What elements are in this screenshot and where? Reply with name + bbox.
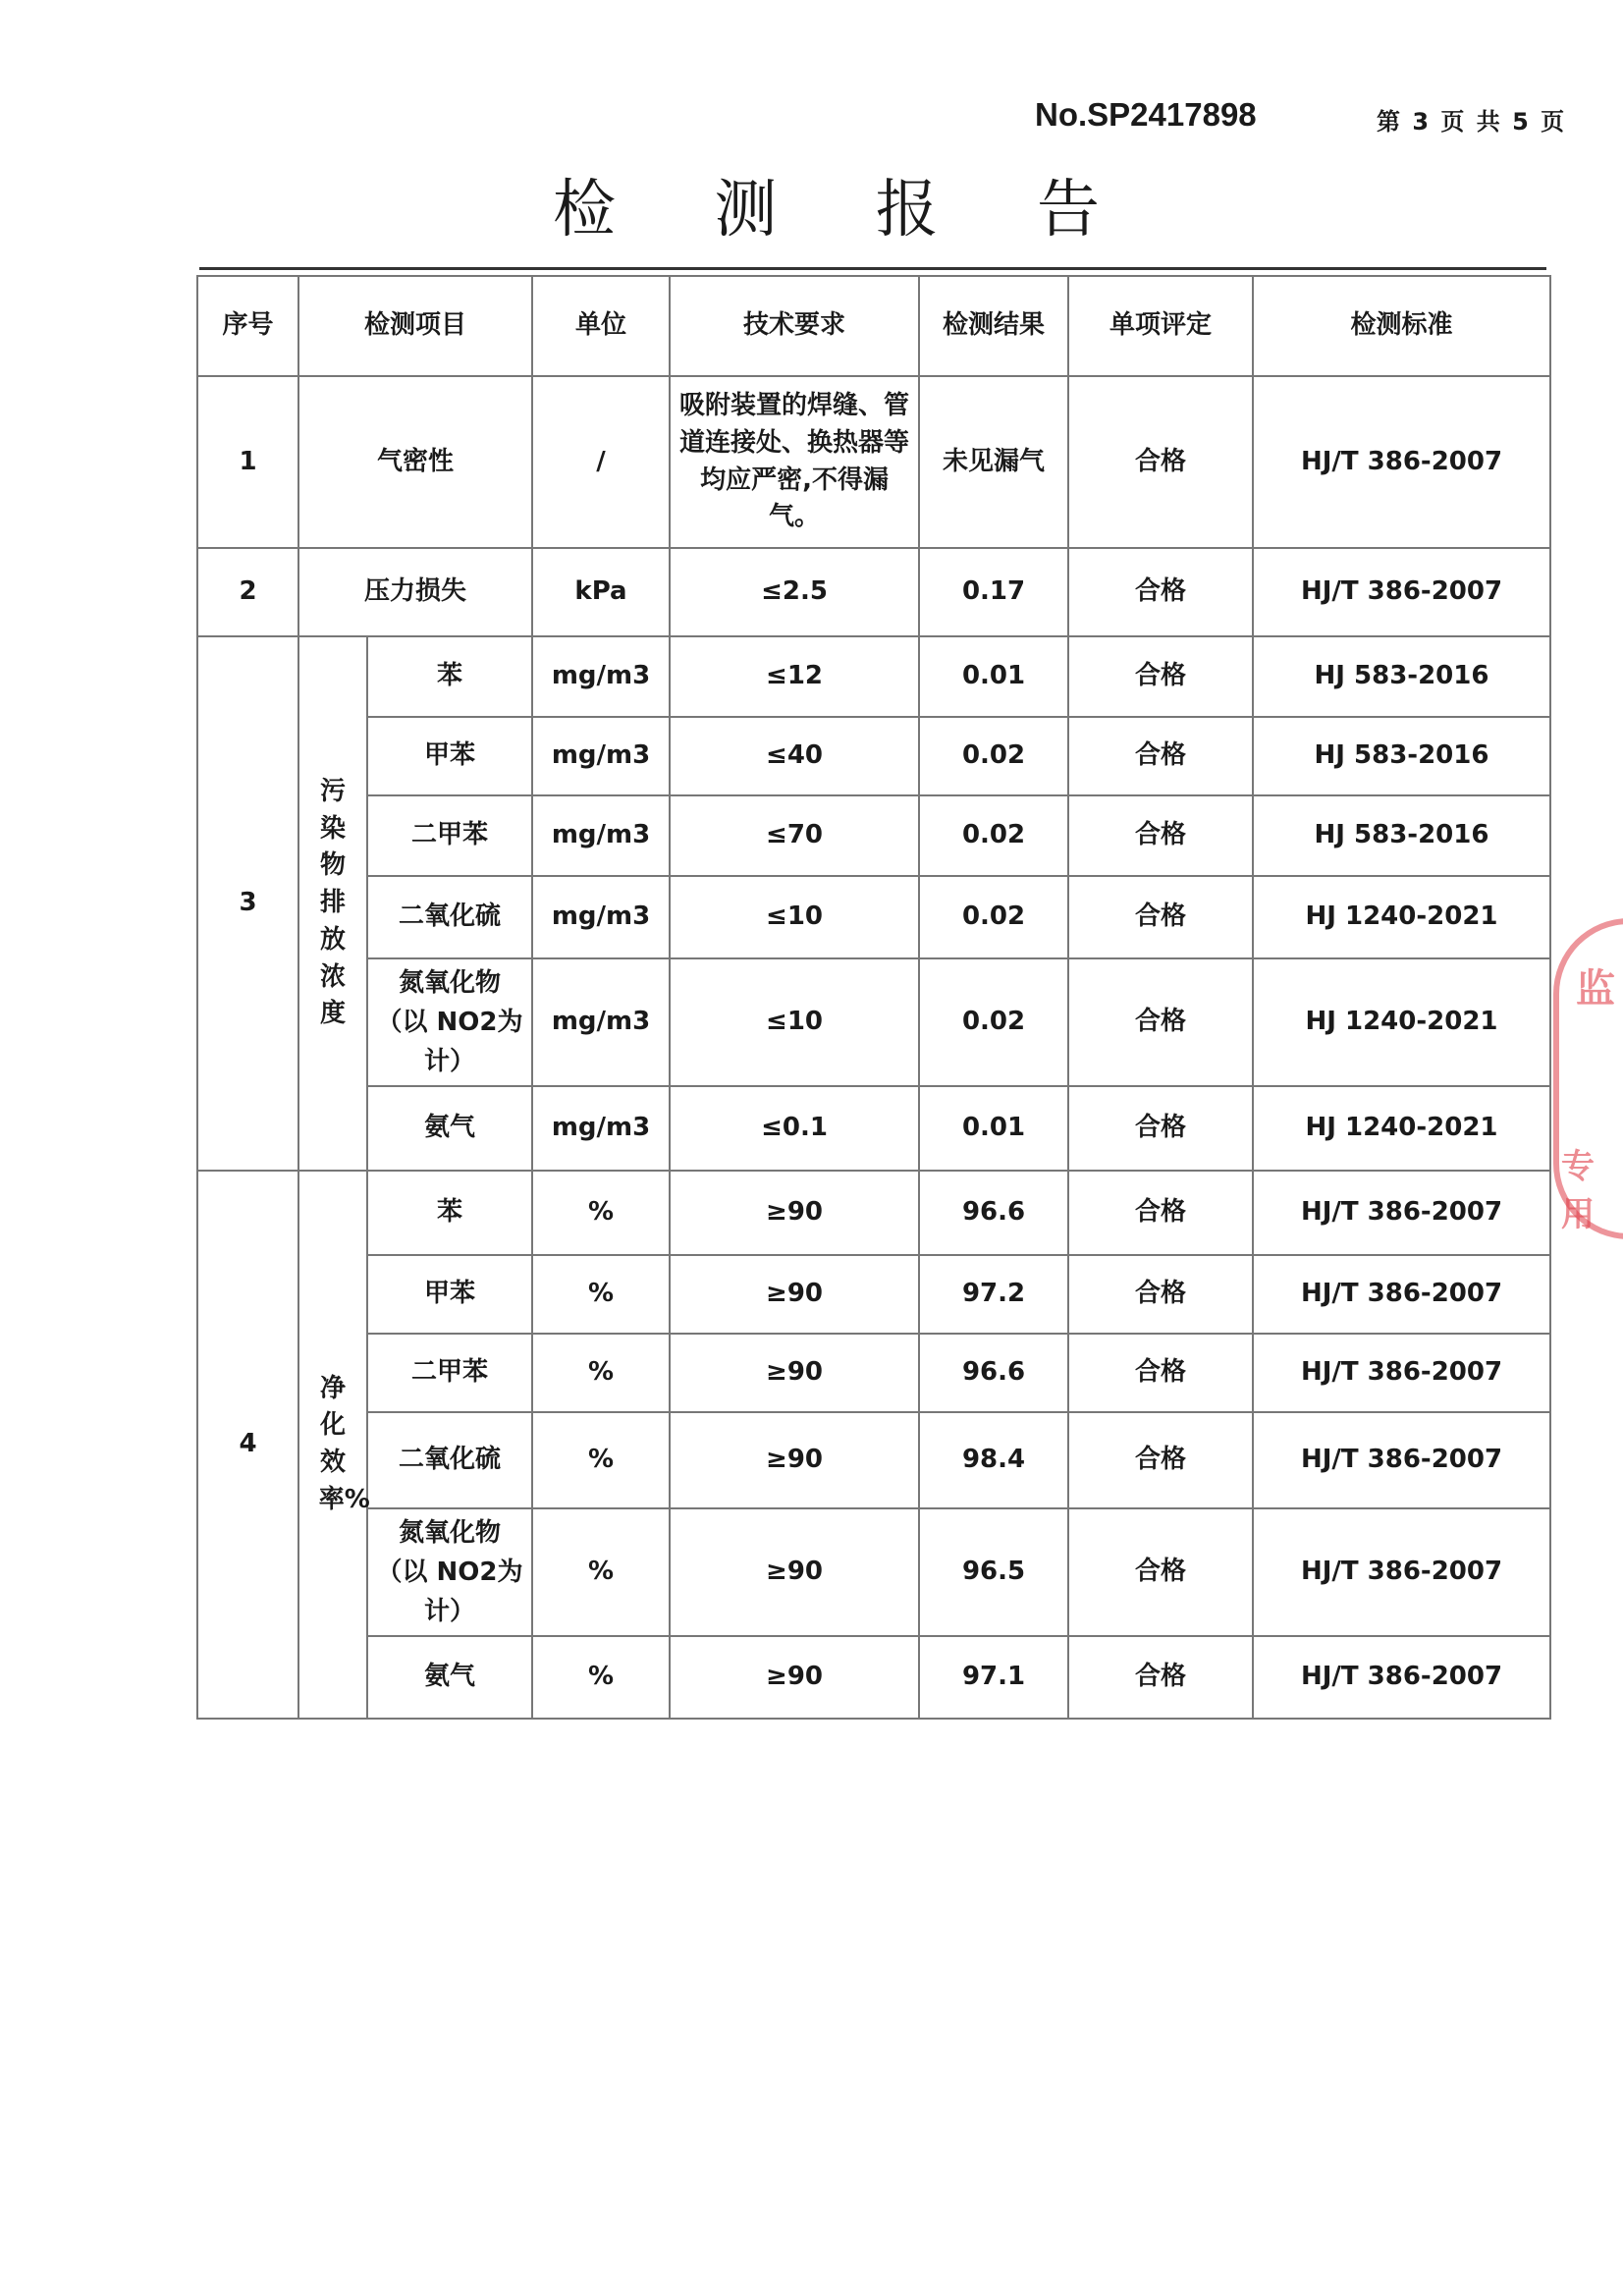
table-row — [197, 1508, 1550, 1636]
table-row — [197, 795, 1550, 876]
row-standard: HJ/T 386-2007 — [1253, 1412, 1550, 1508]
row-item: 氮氧化物（以 NO2为计） — [367, 1508, 532, 1636]
row-unit: mg/m3 — [532, 1086, 670, 1171]
row-unit: mg/m3 — [532, 958, 670, 1086]
row-requirement: 吸附装置的焊缝、管道连接处、换热器等均应严密,不得漏气。 — [670, 376, 919, 548]
table-row — [197, 1636, 1550, 1719]
row-item: 氮氧化物（以 NO2为计） — [367, 958, 532, 1086]
header-evaluation: 单项评定 — [1068, 276, 1253, 376]
row-unit: mg/m3 — [532, 636, 670, 717]
row-standard: HJ/T 386-2007 — [1253, 1508, 1550, 1636]
row-item: 二氧化硫 — [367, 876, 532, 958]
row-evaluation: 合格 — [1068, 1255, 1253, 1334]
row-result: 96.6 — [919, 1334, 1068, 1412]
row-requirement: ≥90 — [670, 1508, 919, 1636]
row-evaluation: 合格 — [1068, 717, 1253, 795]
row-result: 97.2 — [919, 1255, 1068, 1334]
seal-text-top: 监 — [1576, 966, 1615, 1011]
row-standard: HJ/T 386-2007 — [1253, 376, 1550, 548]
row-item: 二甲苯 — [367, 1334, 532, 1412]
row-result: 0.02 — [919, 795, 1068, 876]
table-row — [197, 717, 1550, 795]
table-row — [197, 1086, 1550, 1171]
header-standard: 检测标准 — [1253, 276, 1550, 376]
report-number: No.SP2417898 — [1035, 96, 1257, 133]
table-row — [197, 1171, 1550, 1255]
row-item: 甲苯 — [367, 1255, 532, 1334]
row-result: 0.02 — [919, 958, 1068, 1086]
row-evaluation: 合格 — [1068, 1412, 1253, 1508]
row-requirement: ≥90 — [670, 1334, 919, 1412]
table-row — [197, 1255, 1550, 1334]
row-result: 97.1 — [919, 1636, 1068, 1719]
row-standard: HJ 1240-2021 — [1253, 876, 1550, 958]
row-item: 苯 — [367, 1171, 532, 1255]
row-result: 96.6 — [919, 1171, 1068, 1255]
row-requirement: ≤2.5 — [670, 548, 919, 636]
row-unit: kPa — [532, 548, 670, 636]
row-evaluation: 合格 — [1068, 1086, 1253, 1171]
row-item: 氨气 — [367, 1086, 532, 1171]
group-no: 3 — [197, 636, 298, 1171]
row-requirement: ≤0.1 — [670, 1086, 919, 1171]
header-no: 序号 — [197, 276, 298, 376]
row-standard: HJ/T 386-2007 — [1253, 1171, 1550, 1255]
row-standard: HJ 1240-2021 — [1253, 1086, 1550, 1171]
row-standard: HJ 583-2016 — [1253, 717, 1550, 795]
group-no: 4 — [197, 1171, 298, 1719]
row-evaluation: 合格 — [1068, 958, 1253, 1086]
header-unit: 单位 — [532, 276, 670, 376]
row-unit: % — [532, 1334, 670, 1412]
row-evaluation: 合格 — [1068, 1334, 1253, 1412]
row-requirement: ≤40 — [670, 717, 919, 795]
table-row — [197, 376, 1550, 548]
row-result: 0.01 — [919, 636, 1068, 717]
header-result: 检测结果 — [919, 276, 1068, 376]
row-evaluation: 合格 — [1068, 1636, 1253, 1719]
title-divider — [199, 267, 1546, 270]
row-result: 0.01 — [919, 1086, 1068, 1171]
table-row — [197, 1412, 1550, 1508]
row-evaluation: 合格 — [1068, 548, 1253, 636]
row-requirement: ≥90 — [670, 1412, 919, 1508]
row-item: 二氧化硫 — [367, 1412, 532, 1508]
test-results-table — [196, 275, 1551, 1720]
seal-text-bottom: 专用 — [1561, 1147, 1595, 1234]
table-row — [197, 876, 1550, 958]
row-evaluation: 合格 — [1068, 795, 1253, 876]
row-unit: % — [532, 1508, 670, 1636]
row-result: 0.17 — [919, 548, 1068, 636]
row-result: 96.5 — [919, 1508, 1068, 1636]
page-title: 检 测 报 告 — [552, 174, 1140, 246]
row-evaluation: 合格 — [1068, 1171, 1253, 1255]
header-item: 检测项目 — [298, 276, 532, 376]
row-standard: HJ 583-2016 — [1253, 795, 1550, 876]
row-requirement: ≤10 — [670, 958, 919, 1086]
row-standard: HJ/T 386-2007 — [1253, 1255, 1550, 1334]
row-unit: mg/m3 — [532, 795, 670, 876]
row-unit: / — [532, 376, 670, 548]
row-item: 苯 — [367, 636, 532, 717]
group-label: 污染物排放浓度 — [298, 636, 367, 1171]
table-row — [197, 958, 1550, 1086]
row-item: 气密性 — [298, 376, 532, 548]
row-requirement: ≥90 — [670, 1636, 919, 1719]
row-item: 压力损失 — [298, 548, 532, 636]
row-standard: HJ 1240-2021 — [1253, 958, 1550, 1086]
row-standard: HJ 583-2016 — [1253, 636, 1550, 717]
row-no: 1 — [197, 376, 298, 548]
table-header-row — [197, 276, 1550, 376]
row-evaluation: 合格 — [1068, 876, 1253, 958]
page-indicator: 第 3 页 共 5 页 — [1377, 108, 1565, 136]
row-evaluation: 合格 — [1068, 376, 1253, 548]
group-label: 净化效率% — [298, 1171, 367, 1719]
row-no: 2 — [197, 548, 298, 636]
header-requirement: 技术要求 — [670, 276, 919, 376]
row-unit: mg/m3 — [532, 717, 670, 795]
row-item: 二甲苯 — [367, 795, 532, 876]
row-requirement: ≤70 — [670, 795, 919, 876]
row-standard: HJ/T 386-2007 — [1253, 1334, 1550, 1412]
row-evaluation: 合格 — [1068, 1508, 1253, 1636]
row-unit: % — [532, 1255, 670, 1334]
table-row — [197, 548, 1550, 636]
table-row — [197, 1334, 1550, 1412]
row-unit: mg/m3 — [532, 876, 670, 958]
row-requirement: ≥90 — [670, 1255, 919, 1334]
row-result: 0.02 — [919, 717, 1068, 795]
row-evaluation: 合格 — [1068, 636, 1253, 717]
row-item: 氨气 — [367, 1636, 532, 1719]
row-result: 未见漏气 — [919, 376, 1068, 548]
row-standard: HJ/T 386-2007 — [1253, 548, 1550, 636]
row-requirement: ≤10 — [670, 876, 919, 958]
table-row — [197, 636, 1550, 717]
row-unit: % — [532, 1412, 670, 1508]
row-unit: % — [532, 1171, 670, 1255]
row-unit: % — [532, 1636, 670, 1719]
row-result: 0.02 — [919, 876, 1068, 958]
row-result: 98.4 — [919, 1412, 1068, 1508]
row-standard: HJ/T 386-2007 — [1253, 1636, 1550, 1719]
row-item: 甲苯 — [367, 717, 532, 795]
row-requirement: ≥90 — [670, 1171, 919, 1255]
row-requirement: ≤12 — [670, 636, 919, 717]
